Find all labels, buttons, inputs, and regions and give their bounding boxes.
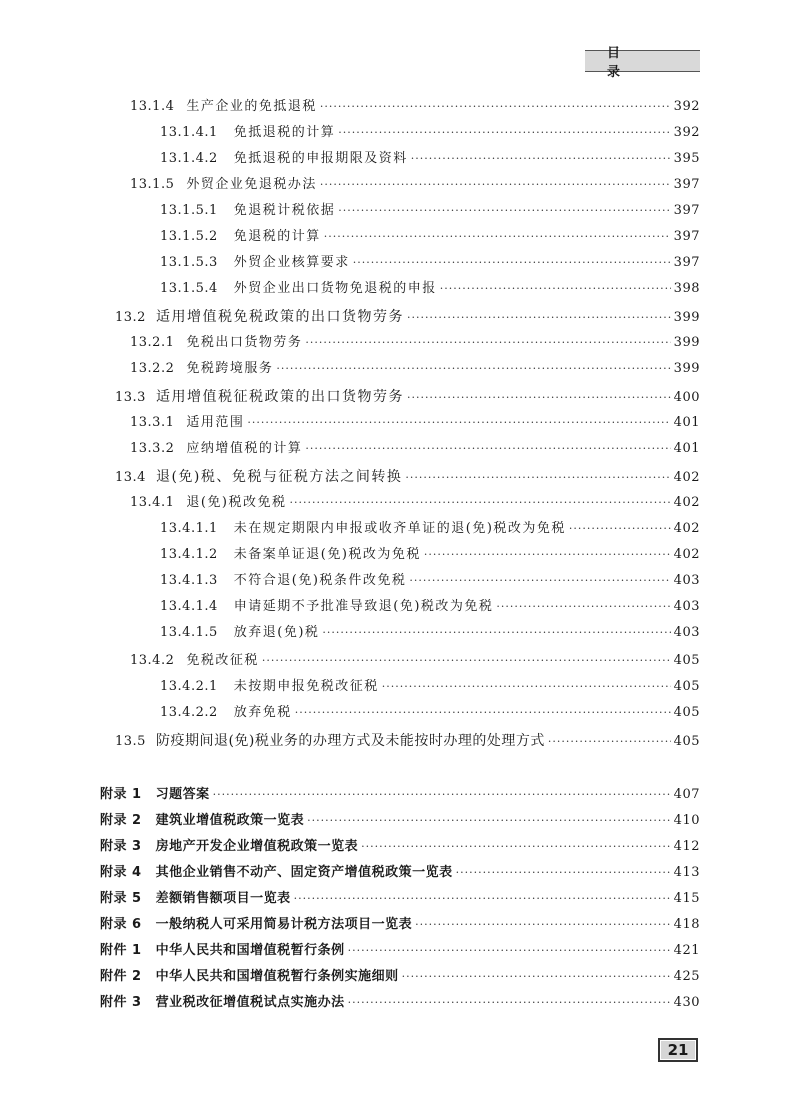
toc-page: 403 bbox=[673, 625, 700, 640]
toc-leader bbox=[402, 967, 671, 987]
toc-title: 不符合退(免)税条件改免税 bbox=[233, 573, 407, 588]
toc-leader bbox=[338, 201, 670, 221]
toc-leader bbox=[322, 623, 670, 643]
toc-title: 外贸企业核算要求 bbox=[233, 255, 350, 270]
appendix-page: 421 bbox=[673, 943, 700, 958]
toc-entry[interactable] bbox=[160, 597, 700, 617]
toc-title: 未备案单证退(免)税改为免税 bbox=[233, 547, 421, 562]
toc-leader bbox=[548, 732, 671, 752]
toc-leader bbox=[415, 915, 671, 935]
toc-entry[interactable] bbox=[160, 227, 700, 247]
page-number: 21 bbox=[667, 1041, 689, 1059]
toc-number: 13.1.5.1 bbox=[160, 203, 218, 218]
toc-entry[interactable] bbox=[130, 493, 700, 513]
appendix-number: 附录 6 bbox=[100, 917, 142, 932]
toc-page: 405 bbox=[673, 705, 700, 720]
appendix-entry[interactable] bbox=[100, 967, 700, 987]
toc-leader bbox=[382, 677, 671, 697]
toc-page: 395 bbox=[673, 151, 700, 166]
toc-title: 防疫期间退(免)税业务的办理方式及未能按时办理的处理方式 bbox=[155, 733, 545, 749]
toc-title: 适用增值税征税政策的出口货物劳务 bbox=[155, 389, 404, 405]
toc-entry[interactable] bbox=[160, 201, 700, 221]
toc-number: 13.4.2.1 bbox=[160, 679, 218, 694]
toc-entry[interactable] bbox=[115, 387, 700, 407]
toc-number: 13.1.5.2 bbox=[160, 229, 218, 244]
toc-page: 405 bbox=[673, 653, 700, 668]
toc-title: 申请延期不予批准导致退(免)税改为免税 bbox=[233, 599, 494, 614]
toc-title: 退(免)税、免税与征税方法之间转换 bbox=[155, 469, 403, 485]
toc-entry[interactable] bbox=[160, 279, 700, 299]
appendix-title: 习题答案 bbox=[155, 787, 210, 802]
toc-page: 405 bbox=[673, 734, 700, 749]
toc-page: 397 bbox=[673, 229, 700, 244]
appendix-page: 407 bbox=[673, 787, 700, 802]
toc-number: 13.1.4.1 bbox=[160, 125, 218, 140]
appendix-entry[interactable] bbox=[100, 811, 700, 831]
toc-page: 402 bbox=[673, 547, 700, 562]
toc-leader bbox=[320, 97, 671, 117]
toc-number: 13.1.5 bbox=[130, 177, 175, 192]
toc-page: 401 bbox=[673, 441, 700, 456]
toc-title: 适用范围 bbox=[186, 415, 245, 430]
toc-title: 放弃免税 bbox=[233, 705, 292, 720]
toc-page: 402 bbox=[673, 521, 700, 536]
toc-entry[interactable] bbox=[160, 149, 700, 169]
toc-page: 392 bbox=[673, 125, 700, 140]
toc-leader bbox=[440, 279, 671, 299]
appendix-number: 附录 1 bbox=[100, 787, 142, 802]
appendix-title: 中华人民共和国增值税暂行条例 bbox=[155, 943, 345, 958]
toc-number: 13.1.5.4 bbox=[160, 281, 218, 296]
toc-number: 13.1.4.2 bbox=[160, 151, 218, 166]
toc-page: 405 bbox=[673, 679, 700, 694]
appendix-page: 415 bbox=[673, 891, 700, 906]
appendix-number: 附件 2 bbox=[100, 969, 142, 984]
toc-entry[interactable] bbox=[130, 175, 700, 195]
toc-entry[interactable] bbox=[130, 651, 700, 671]
toc-page: 402 bbox=[673, 495, 700, 510]
toc-number: 13.4.1.3 bbox=[160, 573, 218, 588]
appendix-number: 附录 2 bbox=[100, 813, 142, 828]
toc-entry[interactable] bbox=[115, 467, 700, 487]
appendix-page: 430 bbox=[673, 995, 700, 1010]
toc-title: 应纳增值税的计算 bbox=[186, 441, 303, 456]
toc-title: 外贸企业出口货物免退税的申报 bbox=[233, 281, 437, 296]
toc-leader bbox=[569, 519, 671, 539]
appendix-title: 中华人民共和国增值税暂行条例实施细则 bbox=[155, 969, 399, 984]
toc-page: 399 bbox=[673, 361, 700, 376]
toc-leader bbox=[295, 703, 671, 723]
toc-page: 397 bbox=[673, 255, 700, 270]
toc-leader bbox=[307, 811, 671, 831]
toc-page: 401 bbox=[673, 415, 700, 430]
toc-number: 13.3 bbox=[115, 390, 146, 405]
toc-leader bbox=[324, 227, 671, 247]
toc-leader bbox=[405, 468, 670, 488]
toc-leader bbox=[407, 388, 671, 408]
toc-page: 392 bbox=[673, 99, 700, 114]
toc-title: 免退税计税依据 bbox=[233, 203, 336, 218]
toc-number: 13.1.4 bbox=[130, 99, 175, 114]
toc-number: 13.4.2.2 bbox=[160, 705, 218, 720]
toc-entry[interactable] bbox=[160, 703, 700, 723]
toc-page: 403 bbox=[673, 599, 700, 614]
toc-leader bbox=[276, 359, 670, 379]
appendix-number: 附件 3 bbox=[100, 995, 142, 1010]
toc-page: 400 bbox=[673, 390, 700, 405]
section-header-tab bbox=[585, 46, 700, 80]
toc-title: 适用增值税免税政策的出口货物劳务 bbox=[155, 309, 404, 325]
toc-number: 13.2.2 bbox=[130, 361, 175, 376]
toc-leader bbox=[424, 545, 671, 565]
toc-title: 退(免)税改免税 bbox=[186, 495, 287, 510]
toc-title: 未在规定期限内申报或收齐单证的退(免)税改为免税 bbox=[233, 521, 566, 536]
toc-leader bbox=[361, 837, 671, 857]
toc-entry[interactable] bbox=[130, 359, 700, 379]
toc-entry[interactable] bbox=[160, 571, 700, 591]
appendix-entry[interactable] bbox=[100, 863, 700, 883]
toc-page: 399 bbox=[673, 335, 700, 350]
appendix-title: 其他企业销售不动产、固定资产增值税政策一览表 bbox=[155, 865, 453, 880]
toc-title: 生产企业的免抵退税 bbox=[186, 99, 317, 114]
toc-entry[interactable] bbox=[160, 545, 700, 565]
toc-title: 放弃退(免)税 bbox=[233, 625, 320, 640]
toc-page: 402 bbox=[673, 470, 700, 485]
toc-leader bbox=[348, 941, 671, 961]
appendix-page: 418 bbox=[673, 917, 700, 932]
toc-entry[interactable] bbox=[160, 253, 700, 273]
toc-entry[interactable] bbox=[160, 123, 700, 143]
toc-leader bbox=[247, 413, 670, 433]
appendix-title: 营业税改征增值税试点实施办法 bbox=[155, 995, 345, 1010]
toc-title: 免税跨境服务 bbox=[186, 361, 274, 376]
toc-entry[interactable] bbox=[160, 677, 700, 697]
appendix-page: 413 bbox=[673, 865, 700, 880]
toc-number: 13.2.1 bbox=[130, 335, 175, 350]
toc-entry[interactable] bbox=[115, 307, 700, 327]
toc-page: 403 bbox=[673, 573, 700, 588]
toc-title: 免抵退税的申报期限及资料 bbox=[233, 151, 408, 166]
toc-leader bbox=[294, 889, 671, 909]
toc-leader bbox=[456, 863, 671, 883]
toc-leader bbox=[411, 149, 671, 169]
appendix-number: 附录 5 bbox=[100, 891, 142, 906]
toc-leader bbox=[290, 493, 671, 513]
toc-title: 免税出口货物劳务 bbox=[186, 335, 303, 350]
appendix-number: 附录 4 bbox=[100, 865, 142, 880]
toc-number: 13.4.1 bbox=[130, 495, 175, 510]
toc-number: 13.3.2 bbox=[130, 441, 175, 456]
appendix-page: 410 bbox=[673, 813, 700, 828]
toc-leader bbox=[348, 993, 671, 1013]
toc-number: 13.5 bbox=[115, 734, 146, 749]
appendix-title: 房地产开发企业增值税政策一览表 bbox=[155, 839, 359, 854]
toc-number: 13.4.1.2 bbox=[160, 547, 218, 562]
toc-leader bbox=[320, 175, 671, 195]
appendix-entry[interactable] bbox=[100, 993, 700, 1013]
toc-entry[interactable] bbox=[160, 519, 700, 539]
toc-title: 免抵退税的计算 bbox=[233, 125, 336, 140]
toc-leader bbox=[305, 333, 670, 353]
appendix-title: 差额销售额项目一览表 bbox=[155, 891, 291, 906]
toc-number: 13.4.2 bbox=[130, 653, 175, 668]
appendix-entry[interactable] bbox=[100, 837, 700, 857]
toc-leader bbox=[407, 308, 671, 328]
appendix-entry[interactable] bbox=[100, 941, 700, 961]
toc-entry[interactable] bbox=[130, 439, 700, 459]
toc-title: 免税改征税 bbox=[186, 653, 259, 668]
toc-entry[interactable] bbox=[130, 333, 700, 353]
appendix-entry[interactable] bbox=[100, 915, 700, 935]
appendix-number: 附录 3 bbox=[100, 839, 142, 854]
toc-leader bbox=[409, 571, 670, 591]
appendix-entry[interactable] bbox=[100, 889, 700, 909]
toc-leader bbox=[262, 651, 671, 671]
toc-leader bbox=[213, 785, 671, 805]
toc-title: 未按期申报免税改征税 bbox=[233, 679, 379, 694]
toc-leader bbox=[496, 597, 670, 617]
toc-number: 13.1.5.3 bbox=[160, 255, 218, 270]
toc-entry[interactable] bbox=[130, 413, 700, 433]
toc-entry[interactable] bbox=[115, 731, 700, 751]
section-title: 目 录 bbox=[607, 46, 643, 80]
toc-leader bbox=[353, 253, 671, 273]
toc-page: 398 bbox=[673, 281, 700, 296]
appendix-title: 一般纳税人可采用简易计税方法项目一览表 bbox=[155, 917, 413, 932]
toc-leader bbox=[338, 123, 670, 143]
toc-entry[interactable] bbox=[160, 623, 700, 643]
appendix-number: 附件 1 bbox=[100, 943, 142, 958]
appendix-entry[interactable] bbox=[100, 785, 700, 805]
page-number-box bbox=[658, 1038, 698, 1062]
toc-number: 13.2 bbox=[115, 310, 146, 325]
toc-title: 免退税的计算 bbox=[233, 229, 321, 244]
toc-number: 13.4.1.1 bbox=[160, 521, 218, 536]
toc-page: 397 bbox=[673, 177, 700, 192]
toc-number: 13.4 bbox=[115, 470, 146, 485]
toc-page: 399 bbox=[673, 310, 700, 325]
toc-number: 13.4.1.5 bbox=[160, 625, 218, 640]
appendix-page: 425 bbox=[673, 969, 700, 984]
toc-leader bbox=[305, 439, 670, 459]
appendix-title: 建筑业增值税政策一览表 bbox=[155, 813, 305, 828]
toc-number: 13.3.1 bbox=[130, 415, 175, 430]
toc-entry[interactable] bbox=[130, 97, 700, 117]
toc-title: 外贸企业免退税办法 bbox=[186, 177, 317, 192]
toc-number: 13.4.1.4 bbox=[160, 599, 218, 614]
appendix-page: 412 bbox=[673, 839, 700, 854]
toc-page: 397 bbox=[673, 203, 700, 218]
